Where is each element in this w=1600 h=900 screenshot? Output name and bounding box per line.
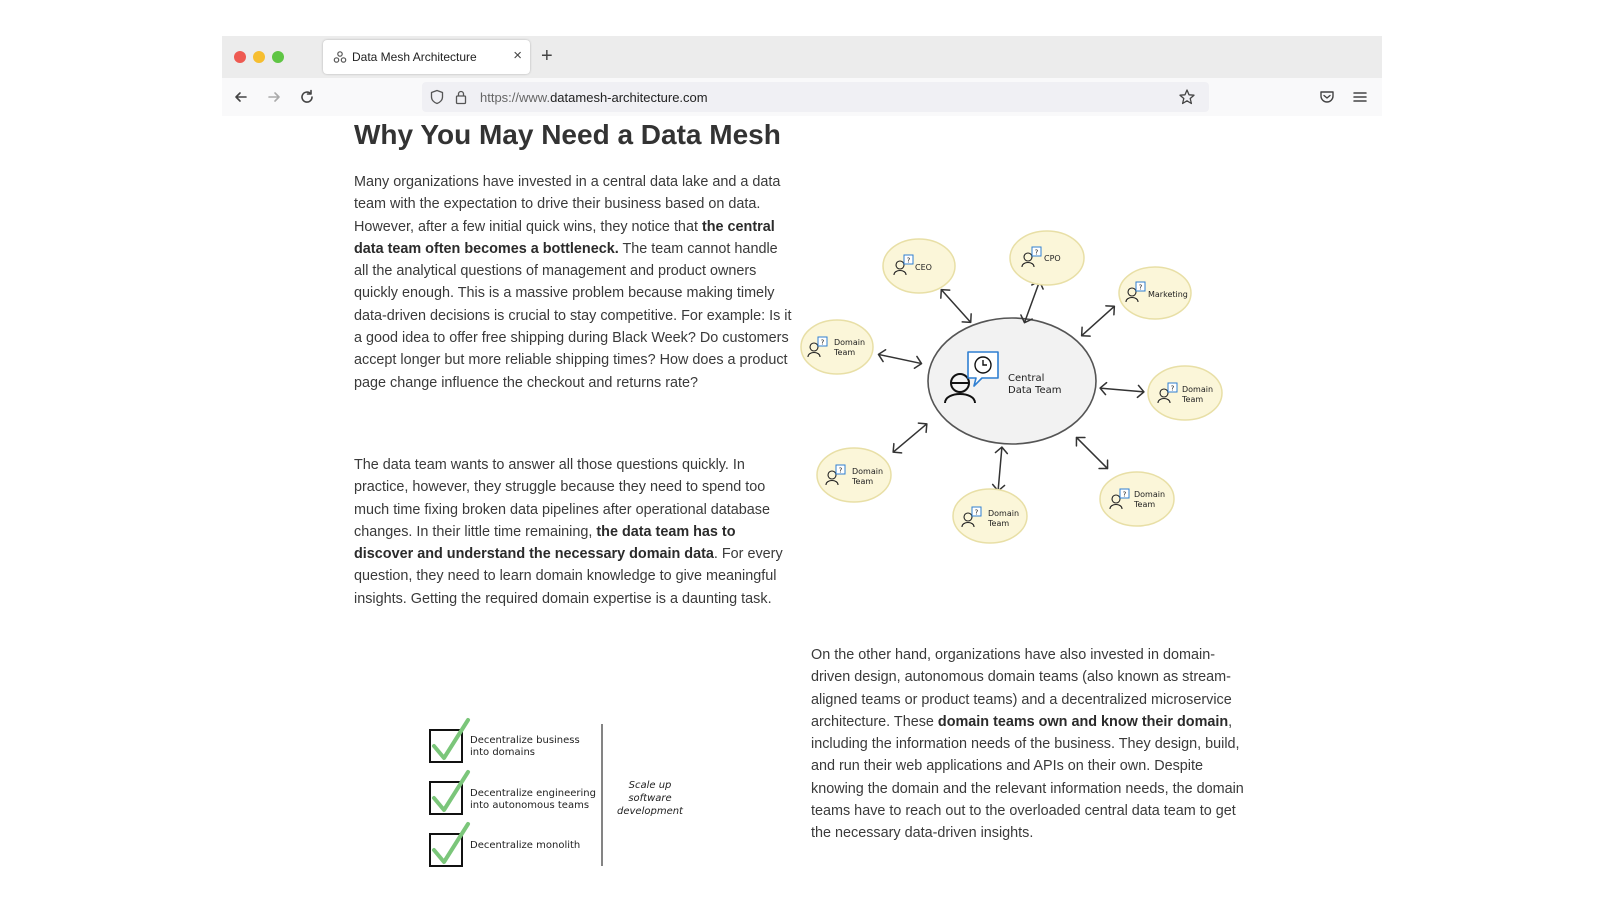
central-team-node — [928, 318, 1096, 444]
svg-text:Team: Team — [1134, 500, 1156, 509]
svg-text:Marketing: Marketing — [1148, 290, 1188, 299]
svg-text:Decentralize monolith: Decentralize monolith — [470, 840, 581, 851]
lock-icon[interactable] — [454, 89, 468, 105]
reload-icon[interactable] — [297, 87, 317, 107]
shield-icon[interactable] — [429, 89, 445, 105]
node-domain-bottom-right — [1100, 472, 1174, 526]
menu-icon[interactable] — [1350, 87, 1370, 107]
svg-text:Team: Team — [834, 348, 856, 357]
svg-text:Domain: Domain — [1182, 385, 1214, 394]
svg-text:Domain: Domain — [1134, 490, 1166, 499]
page-title: Why You May Need a Data Mesh — [354, 119, 781, 150]
back-icon[interactable] — [231, 87, 251, 107]
url-text: https://www.datamesh-architecture.com — [480, 90, 708, 105]
node-domain-right — [1148, 366, 1222, 420]
zoom-window-button[interactable] — [272, 51, 284, 63]
tab-title: Data Mesh Architecture — [352, 50, 477, 64]
forward-icon[interactable] — [264, 87, 284, 107]
tab-bar — [222, 36, 1382, 78]
svg-text:Decentralize business: Decentralize business — [470, 735, 580, 746]
svg-text:Team: Team — [1182, 395, 1204, 404]
svg-text:Decentralize engineering: Decentralize engineering — [470, 788, 596, 799]
minimize-window-button[interactable] — [253, 51, 265, 63]
arrow-domain-bottom — [992, 447, 1008, 492]
central-team-label-2: Data Team — [1008, 385, 1062, 396]
new-tab-button[interactable]: + — [541, 45, 553, 67]
bookmark-star-icon[interactable] — [1178, 88, 1196, 106]
navigation-bar — [222, 78, 1382, 116]
decentralize-checklist — [422, 716, 702, 866]
checklist-item-3 — [430, 824, 580, 866]
svg-text:into autonomous teams: into autonomous teams — [470, 800, 590, 811]
svg-text:Team: Team — [852, 477, 874, 486]
node-domain-bottom-left — [817, 448, 891, 502]
svg-text:development: development — [617, 806, 683, 817]
tab-active[interactable] — [323, 40, 530, 74]
svg-text:Scale up: Scale up — [628, 780, 672, 791]
checklist-item-1 — [430, 720, 580, 762]
arrow-domain-bottom-right — [1072, 433, 1112, 473]
paragraph-domain-teams: On the other hand, organizations have also invested in domain-driven design, autonomous domain teams (also known as stream-aligned teams or product teams) and a decentralized microservice architecture. These domain teams own and know their domain, including the information needs of the business. They design, build, and run their web applications and APIs on their own. Despite knowing the domain and the relevant information needs, the domain teams have to reach out to the overloaded central data team to get the necessary data-driven insights. — [811, 647, 1244, 842]
paragraph-domain-data: The data team wants to answer all those questions quickly. In practice, however, they struggle because they need to spend too much time fixing broken data pipelines after operational database changes. In their little time remaining, the data team has to discover and understand the necessary domain data. For every question, they need to learn domain knowledge to give meaningful insights. Getting the required domain expertise is a daunting task. — [354, 457, 783, 607]
node-ceo — [883, 239, 955, 293]
node-domain-bottom — [953, 489, 1027, 543]
paragraph-bottleneck: Many organizations have invested in a central data lake and a data team with the expectation to drive their business based on data. However, after a few initial quick wins, they notice that the central data team often becomes a bottleneck. The team cannot handle all the analytical questions of management and product owners quickly enough. This is a massive problem because making timely data-driven decisions is crucial to stay competitive. For example: Is it a good idea to offer free shipping during Black Week? Do customers accept longer but more reliable shipping times? How does a product page change influence the checkout and returns rate? — [354, 174, 792, 391]
svg-text:into domains: into domains — [470, 747, 535, 758]
arrow-domain-left — [877, 349, 923, 370]
node-domain-left — [801, 320, 873, 374]
address-bar[interactable] — [422, 82, 1209, 112]
node-marketing — [1119, 267, 1191, 319]
svg-text:Team: Team — [988, 519, 1010, 528]
arrow-domain-bottom-left — [889, 419, 930, 456]
favicon-icon — [333, 50, 347, 64]
arrow-marketing — [1078, 302, 1119, 340]
checklist-item-2 — [430, 772, 596, 814]
svg-text:CEO: CEO — [915, 263, 932, 272]
arrow-ceo — [937, 286, 975, 327]
central-data-team-diagram: ? Central Data Team CEO CPO Marketing Domain Team Domain Team Domain Team Domain Team Domain Team — [802, 231, 1242, 561]
pocket-icon[interactable] — [1317, 87, 1337, 107]
browser-window — [222, 36, 1382, 864]
svg-text:software: software — [628, 793, 672, 804]
page-content — [222, 116, 1382, 864]
central-team-label-1: Central — [1008, 373, 1045, 384]
arrow-domain-right — [1100, 382, 1145, 398]
tab-close-icon[interactable]: × — [513, 47, 522, 64]
arrow-cpo — [1019, 279, 1045, 324]
svg-text:CPO: CPO — [1044, 254, 1061, 263]
svg-text:Domain: Domain — [988, 509, 1020, 518]
node-cpo — [1010, 231, 1084, 285]
svg-text:Domain: Domain — [834, 338, 866, 347]
svg-text:Domain: Domain — [852, 467, 884, 476]
close-window-button[interactable] — [234, 51, 246, 63]
